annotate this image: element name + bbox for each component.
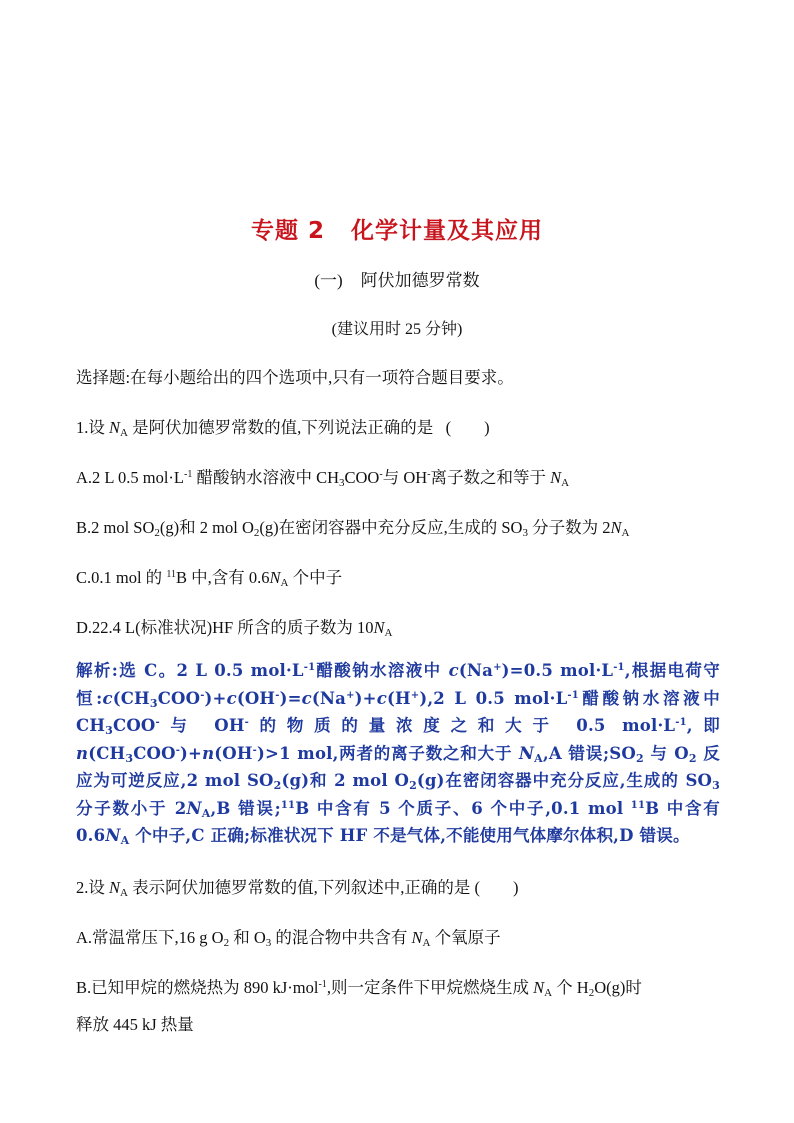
question-1-option-c: C.0.1 mol 的 $^{11}$B 中,含有 $0.6N_A$ 个中子 xyxy=(76,568,343,589)
time-hint: (建议用时 25 分钟) xyxy=(331,321,463,338)
answer-analysis: 解析:选 C。2 L 0.5 $mol\cdot L^{-1}$醋酸钠水溶液中 c(Na+)=0.5 $mol\cdot L^{-1}$,根据电荷守恒$:c(CH_3COO^-)+c(OH^-)=c(Na^+)+c(H^+),2$ L 0.5 $mol\cdot L^{-1}$醋酸钠水溶液中 $CH_3COO^-$与 OH-的物质的量浓度之和大于 0.5 $mol\cdot L^{-1}$,即 $n(CH_3COO^-)+n(OH^-)>1$ mol,两者的离子数之和大于 $N_A,A$ 错误$;SO_2$ 与 $O_2$ 反应为可逆反应,2 mol $SO_2(g)$和 2 mol $O_2(g)$在密闭容器中充分反应,生成的 $SO_3$ 分子数小于 $2N_A,B$ 错误;$^{11}$B 中含有 5 个质子、6 个中子,0.1 mol $^{11}$B 中含有 $0.6N_A$ 个中子,C 正确;标准状况下 HF 不是气体,不能使用气体摩尔体积,D 错误。 xyxy=(76,661,720,847)
question-2-option-b-cont: 释放 445 kJ 热量 xyxy=(76,1015,194,1034)
section-subtitle: (一) 阿伏加德罗常数 xyxy=(314,271,480,290)
answer-blank: ( ) xyxy=(474,878,519,897)
instruction-text: 选择题:在每小题给出的四个选项中,只有一项符合题目要求。 xyxy=(76,368,514,387)
question-2-stem: 2.设 $N_A$ 表示阿伏加德罗常数的值,下列叙述中,正确的是 ( ) xyxy=(76,878,519,899)
question-1-option-d: D.22.4 L(标准状况)HF 所含的质子数为 $10N_A$ xyxy=(76,618,393,639)
question-2-option-a: A.常温常压下,16 g $O_2$ 和 $O_3$ 的混合物中共含有 $N_A$ 个氧原子 xyxy=(76,928,501,949)
question-1-stem: 1.设 $N_A$ 是阿伏加德罗常数的值,下列说法正确的是 ( ) xyxy=(76,418,490,439)
answer-blank: ( ) xyxy=(445,418,490,437)
question-1-option-a: A.2 L 0.5 $mol\cdot L^{-1}$ 醋酸钠水溶液中 $CH_3COO^-$与 OH-离子数之和等于 $N_A$ xyxy=(76,468,570,489)
question-1-option-b: B.2 mol $SO_2(g)$和 2 mol $O_2(g)$在密闭容器中充分反应,生成的 $SO_3$ 分子数为 $2N_A$ xyxy=(76,518,630,539)
question-2-option-b: B.已知甲烷的燃烧热为 890 kJ·mol$^{-1}$,则一定条件下甲烷燃烧生成 $N_A$ 个 $H_2O(g)$时 xyxy=(76,978,642,999)
page-title: 专题 2 化学计量及其应用 xyxy=(250,218,543,244)
